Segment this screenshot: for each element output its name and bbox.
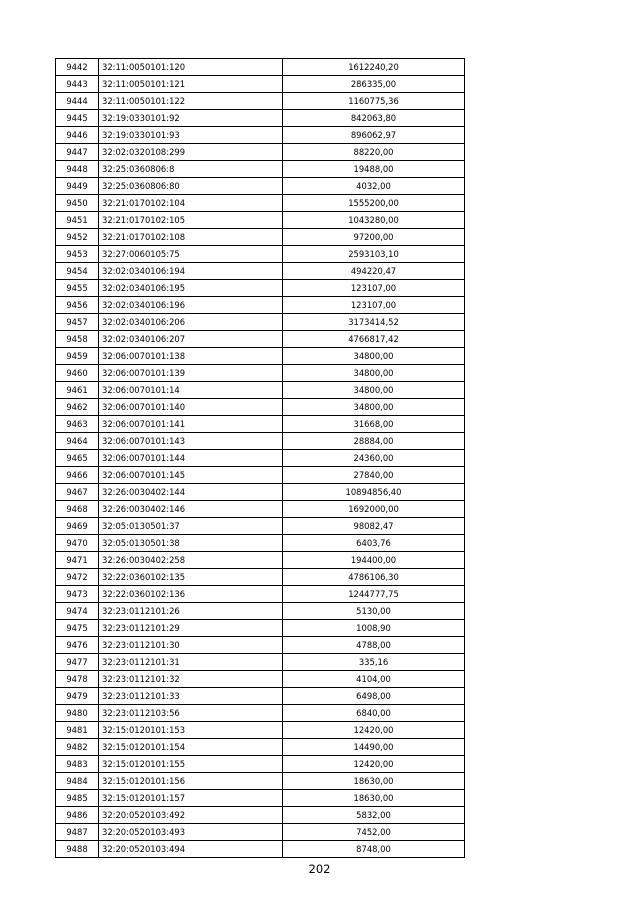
table-row — [56, 654, 465, 671]
row-number-cell: 9453 — [56, 246, 99, 263]
cadastral-number-cell: 32:21:0170102:108 — [99, 229, 283, 246]
table-row — [56, 263, 465, 280]
row-number-cell: 9480 — [56, 705, 99, 722]
table-row — [56, 467, 465, 484]
table-row — [56, 416, 465, 433]
row-number-cell: 9442 — [56, 59, 99, 76]
table-row — [56, 178, 465, 195]
value-cell: 1555200,00 — [283, 195, 465, 212]
table-row — [56, 535, 465, 552]
value-cell: 5832,00 — [283, 807, 465, 824]
table-row — [56, 739, 465, 756]
row-number-cell: 9470 — [56, 535, 99, 552]
cadastral-number-cell: 32:06:0070101:145 — [99, 467, 283, 484]
row-number-cell: 9486 — [56, 807, 99, 824]
row-number-cell: 9474 — [56, 603, 99, 620]
table-row — [56, 671, 465, 688]
cadastral-number-cell: 32:02:0340106:206 — [99, 314, 283, 331]
value-cell: 842063,80 — [283, 110, 465, 127]
value-cell: 31668,00 — [283, 416, 465, 433]
table-row — [56, 552, 465, 569]
table-row — [56, 93, 465, 110]
cadastral-number-cell: 32:21:0170102:105 — [99, 212, 283, 229]
row-number-cell: 9449 — [56, 178, 99, 195]
cadastral-number-cell: 32:22:0360102:135 — [99, 569, 283, 586]
row-number-cell: 9451 — [56, 212, 99, 229]
table-row — [56, 382, 465, 399]
table-row — [56, 399, 465, 416]
table-row — [56, 450, 465, 467]
table-row — [56, 297, 465, 314]
cadastral-number-cell: 32:06:0070101:144 — [99, 450, 283, 467]
row-number-cell: 9472 — [56, 569, 99, 586]
value-cell: 98082,47 — [283, 518, 465, 535]
cadastral-number-cell: 32:02:0340106:195 — [99, 280, 283, 297]
value-cell: 4786106,30 — [283, 569, 465, 586]
cadastral-number-cell: 32:23:0112101:30 — [99, 637, 283, 654]
value-cell: 3173414,52 — [283, 314, 465, 331]
value-cell: 34800,00 — [283, 365, 465, 382]
row-number-cell: 9461 — [56, 382, 99, 399]
value-cell: 494220,47 — [283, 263, 465, 280]
cadastral-number-cell: 32:15:0120101:156 — [99, 773, 283, 790]
cadastral-number-cell: 32:23:0112101:31 — [99, 654, 283, 671]
cadastral-number-cell: 32:20:0520103:492 — [99, 807, 283, 824]
row-number-cell: 9459 — [56, 348, 99, 365]
row-number-cell: 9488 — [56, 841, 99, 858]
table-row — [56, 773, 465, 790]
table-row — [56, 586, 465, 603]
table-row — [56, 331, 465, 348]
value-cell: 4104,00 — [283, 671, 465, 688]
table-row — [56, 161, 465, 178]
value-cell: 1612240,20 — [283, 59, 465, 76]
cadastral-number-cell: 32:15:0120101:154 — [99, 739, 283, 756]
value-cell: 34800,00 — [283, 348, 465, 365]
cadastral-number-cell: 32:25:0360806:8 — [99, 161, 283, 178]
cadastral-number-cell: 32:27:0060105:75 — [99, 246, 283, 263]
page-number: 202 — [308, 862, 331, 876]
value-cell: 4788,00 — [283, 637, 465, 654]
table-row — [56, 280, 465, 297]
table-row — [56, 756, 465, 773]
cadastral-number-cell: 32:22:0360102:136 — [99, 586, 283, 603]
table-row — [56, 76, 465, 93]
table-row — [56, 365, 465, 382]
table-row — [56, 484, 465, 501]
row-number-cell: 9482 — [56, 739, 99, 756]
value-cell: 28884,00 — [283, 433, 465, 450]
row-number-cell: 9458 — [56, 331, 99, 348]
cadastral-number-cell: 32:06:0070101:139 — [99, 365, 283, 382]
row-number-cell: 9450 — [56, 195, 99, 212]
cadastral-number-cell: 32:06:0070101:141 — [99, 416, 283, 433]
row-number-cell: 9475 — [56, 620, 99, 637]
cadastral-number-cell: 32:02:0340106:207 — [99, 331, 283, 348]
row-number-cell: 9476 — [56, 637, 99, 654]
row-number-cell: 9457 — [56, 314, 99, 331]
cadastral-number-cell: 32:11:0050101:120 — [99, 59, 283, 76]
table-row — [56, 314, 465, 331]
table-row — [56, 348, 465, 365]
cadastral-number-cell: 32:06:0070101:140 — [99, 399, 283, 416]
row-number-cell: 9448 — [56, 161, 99, 178]
value-cell: 335,16 — [283, 654, 465, 671]
table-row — [56, 841, 465, 858]
row-number-cell: 9462 — [56, 399, 99, 416]
value-cell: 4766817,42 — [283, 331, 465, 348]
row-number-cell: 9443 — [56, 76, 99, 93]
value-cell: 1244777,75 — [283, 586, 465, 603]
table-row — [56, 790, 465, 807]
row-number-cell: 9465 — [56, 450, 99, 467]
value-cell: 88220,00 — [283, 144, 465, 161]
table-row — [56, 144, 465, 161]
row-number-cell: 9446 — [56, 127, 99, 144]
table-row — [56, 688, 465, 705]
cadastral-number-cell: 32:02:0340106:196 — [99, 297, 283, 314]
table-body — [56, 59, 465, 858]
cadastral-number-cell: 32:06:0070101:143 — [99, 433, 283, 450]
table-row — [56, 195, 465, 212]
row-number-cell: 9485 — [56, 790, 99, 807]
value-cell: 1692000,00 — [283, 501, 465, 518]
value-cell: 14490,00 — [283, 739, 465, 756]
row-number-cell: 9447 — [56, 144, 99, 161]
value-cell: 1160775,36 — [283, 93, 465, 110]
value-cell: 194400,00 — [283, 552, 465, 569]
row-number-cell: 9483 — [56, 756, 99, 773]
value-cell: 97200,00 — [283, 229, 465, 246]
cadastral-number-cell: 32:25:0360806:80 — [99, 178, 283, 195]
table-row — [56, 807, 465, 824]
table-row — [56, 620, 465, 637]
value-cell: 6498,00 — [283, 688, 465, 705]
value-cell: 34800,00 — [283, 399, 465, 416]
table-row — [56, 59, 465, 76]
value-cell: 1043280,00 — [283, 212, 465, 229]
table-row — [56, 127, 465, 144]
row-number-cell: 9487 — [56, 824, 99, 841]
table-row — [56, 722, 465, 739]
cadastral-number-cell: 32:19:0330101:92 — [99, 110, 283, 127]
row-number-cell: 9473 — [56, 586, 99, 603]
cadastral-number-cell: 32:11:0050101:122 — [99, 93, 283, 110]
cadastral-number-cell: 32:06:0070101:14 — [99, 382, 283, 399]
cadastral-number-cell: 32:05:0130501:37 — [99, 518, 283, 535]
row-number-cell: 9464 — [56, 433, 99, 450]
value-cell: 18630,00 — [283, 790, 465, 807]
value-cell: 6840,00 — [283, 705, 465, 722]
cadastral-number-cell: 32:20:0520103:493 — [99, 824, 283, 841]
cadastral-number-cell: 32:05:0130501:38 — [99, 535, 283, 552]
value-cell: 19488,00 — [283, 161, 465, 178]
value-cell: 24360,00 — [283, 450, 465, 467]
row-number-cell: 9466 — [56, 467, 99, 484]
cadastral-number-cell: 32:02:0320108:299 — [99, 144, 283, 161]
table-row — [56, 603, 465, 620]
row-number-cell: 9445 — [56, 110, 99, 127]
row-number-cell: 9481 — [56, 722, 99, 739]
cadastral-number-cell: 32:23:0112101:26 — [99, 603, 283, 620]
table-row — [56, 246, 465, 263]
row-number-cell: 9444 — [56, 93, 99, 110]
row-number-cell: 9460 — [56, 365, 99, 382]
row-number-cell: 9455 — [56, 280, 99, 297]
row-number-cell: 9454 — [56, 263, 99, 280]
cadastral-number-cell: 32:23:0112101:32 — [99, 671, 283, 688]
table-row — [56, 212, 465, 229]
value-cell: 5130,00 — [283, 603, 465, 620]
value-cell: 286335,00 — [283, 76, 465, 93]
value-cell: 18630,00 — [283, 773, 465, 790]
row-number-cell: 9479 — [56, 688, 99, 705]
table-row — [56, 824, 465, 841]
cadastral-number-cell: 32:21:0170102:104 — [99, 195, 283, 212]
table-row — [56, 569, 465, 586]
row-number-cell: 9452 — [56, 229, 99, 246]
row-number-cell: 9467 — [56, 484, 99, 501]
value-cell: 4032,00 — [283, 178, 465, 195]
cadastral-number-cell: 32:15:0120101:153 — [99, 722, 283, 739]
cadastral-number-cell: 32:23:0112103:56 — [99, 705, 283, 722]
cadastral-value-table — [55, 58, 465, 858]
cadastral-number-cell: 32:11:0050101:121 — [99, 76, 283, 93]
row-number-cell: 9484 — [56, 773, 99, 790]
value-cell: 27840,00 — [283, 467, 465, 484]
row-number-cell: 9468 — [56, 501, 99, 518]
row-number-cell: 9471 — [56, 552, 99, 569]
cadastral-number-cell: 32:23:0112101:29 — [99, 620, 283, 637]
table-row — [56, 637, 465, 654]
cadastral-number-cell: 32:02:0340106:194 — [99, 263, 283, 280]
value-cell: 12420,00 — [283, 722, 465, 739]
cadastral-number-cell: 32:15:0120101:155 — [99, 756, 283, 773]
cadastral-number-cell: 32:26:0030402:144 — [99, 484, 283, 501]
value-cell: 8748,00 — [283, 841, 465, 858]
row-number-cell: 9478 — [56, 671, 99, 688]
row-number-cell: 9477 — [56, 654, 99, 671]
row-number-cell: 9469 — [56, 518, 99, 535]
cadastral-number-cell: 32:20:0520103:494 — [99, 841, 283, 858]
row-number-cell: 9463 — [56, 416, 99, 433]
table-row — [56, 110, 465, 127]
table-row — [56, 229, 465, 246]
value-cell: 34800,00 — [283, 382, 465, 399]
table-row — [56, 705, 465, 722]
value-cell: 6403,76 — [283, 535, 465, 552]
table-row — [56, 518, 465, 535]
value-cell: 12420,00 — [283, 756, 465, 773]
table-row — [56, 501, 465, 518]
value-cell: 10894856,40 — [283, 484, 465, 501]
value-cell: 1008,90 — [283, 620, 465, 637]
value-cell: 123107,00 — [283, 297, 465, 314]
cadastral-number-cell: 32:06:0070101:138 — [99, 348, 283, 365]
value-cell: 2593103,10 — [283, 246, 465, 263]
cadastral-number-cell: 32:26:0030402:146 — [99, 501, 283, 518]
cadastral-number-cell: 32:19:0330101:93 — [99, 127, 283, 144]
cadastral-number-cell: 32:23:0112101:33 — [99, 688, 283, 705]
value-cell: 123107,00 — [283, 280, 465, 297]
cadastral-number-cell: 32:26:0030402:258 — [99, 552, 283, 569]
table-row — [56, 433, 465, 450]
value-cell: 7452,00 — [283, 824, 465, 841]
cadastral-number-cell: 32:15:0120101:157 — [99, 790, 283, 807]
value-cell: 896062,97 — [283, 127, 465, 144]
row-number-cell: 9456 — [56, 297, 99, 314]
